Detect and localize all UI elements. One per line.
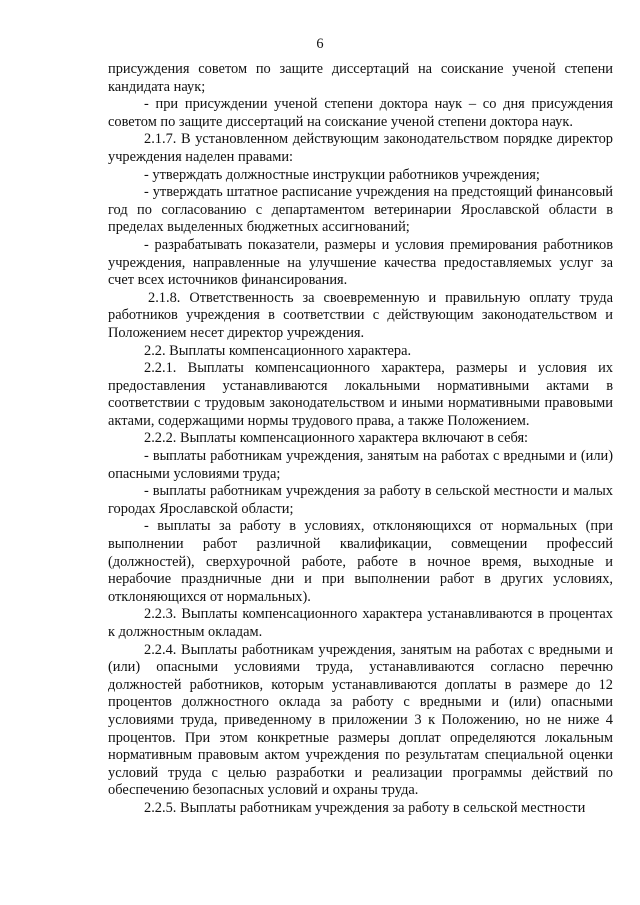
clause-2-2-4: 2.2.4. Выплаты работникам учреждения, занятым на работах с вредными и (или) опасными условиями труда, устанавливаются согласно перечню должностей работников, которым устанавливаются доплаты в размере до 12 процентов должностного оклада за работу с вредными и (или) опасными условиями труда, приведенному в приложении 3 к Положению, но не ниже 4 процентов. При этом конкретные размеры доплат определяются локальным нормативным правовым актом учреждения по результатам специальной оценки условий труда с целью разработки и реализации программы действий по обеспечению безопасных условий и охраны труда.	[108, 641, 613, 799]
list-item-doctor-degree: - при присуждении ученой степени доктора наук – со дня присуждения советом по защите диссертаций на соискание ученой степени доктора наук.	[108, 96, 613, 130]
list-item-abnormal-conditions: - выплаты за работу в условиях, отклоняющихся от нормальных (при выполнении работ различной квалификации, совмещении профессий (должностей), сверхурочной работе, работе в ночное время, выходные и нерабочие праздничные дни и при выполнении работ в других условиях, отклоняющихся от нормальных).	[108, 518, 613, 605]
page-number: 6	[316, 36, 324, 52]
list-item-bonus-indicators: - разрабатывать показатели, размеры и условия премирования работников учреждения, направленные на улучшение качества предоставляемых услуг за счет всех источников финансирования.	[108, 236, 613, 289]
document-body	[108, 61, 613, 818]
clause-2-2-2: 2.2.2. Выплаты компенсационного характера включают в себя:	[144, 430, 529, 447]
clause-2-2-3: 2.2.3. Выплаты компенсационного характера устанавливаются в процентах к должностным окладам.	[108, 606, 613, 640]
list-item-rural-work: - выплаты работникам учреждения за работу в сельской местности и малых городах Ярославской области;	[108, 483, 613, 517]
list-item-staff-schedule: - утверждать штатное расписание учреждения на предстоящий финансовый год по согласованию с департаментом ветеринарии Ярославской области в пределах выделенных бюджетных ассигнований;	[108, 184, 613, 236]
list-item-harmful-conditions: - выплаты работникам учреждения, занятым на работах с вредными и (или) опасными условиями труда;	[108, 448, 613, 482]
clause-2-1-8: 2.1.8. Ответственность за своевременную и правильную оплату труда работников учреждения в соответствии с действующим законодательством и Положением несет директор учреждения.	[108, 289, 613, 341]
clause-2-2-5: 2.2.5. Выплаты работникам учреждения за работу в сельской местности	[144, 799, 586, 816]
section-2-2-heading: 2.2. Выплаты компенсационного характера.	[144, 342, 412, 359]
clause-2-2-1: 2.2.1. Выплаты компенсационного характера, размеры и условия их предоставления устанавливаются локальными нормативными актами в соответствии с трудовым законодательством и иными нормативными правовыми актами, содержащими нормы трудового права, а также Положением.	[108, 360, 613, 429]
paragraph-continuation: присуждения советом по защите диссертаций на соискание ученой степени кандидата наук;	[108, 61, 613, 95]
list-item-job-instructions: - утверждать должностные инструкции работников учреждения;	[144, 166, 540, 183]
clause-2-1-7: 2.1.7. В установленном действующим законодательством порядке директор учреждения наделен правами:	[108, 131, 613, 165]
